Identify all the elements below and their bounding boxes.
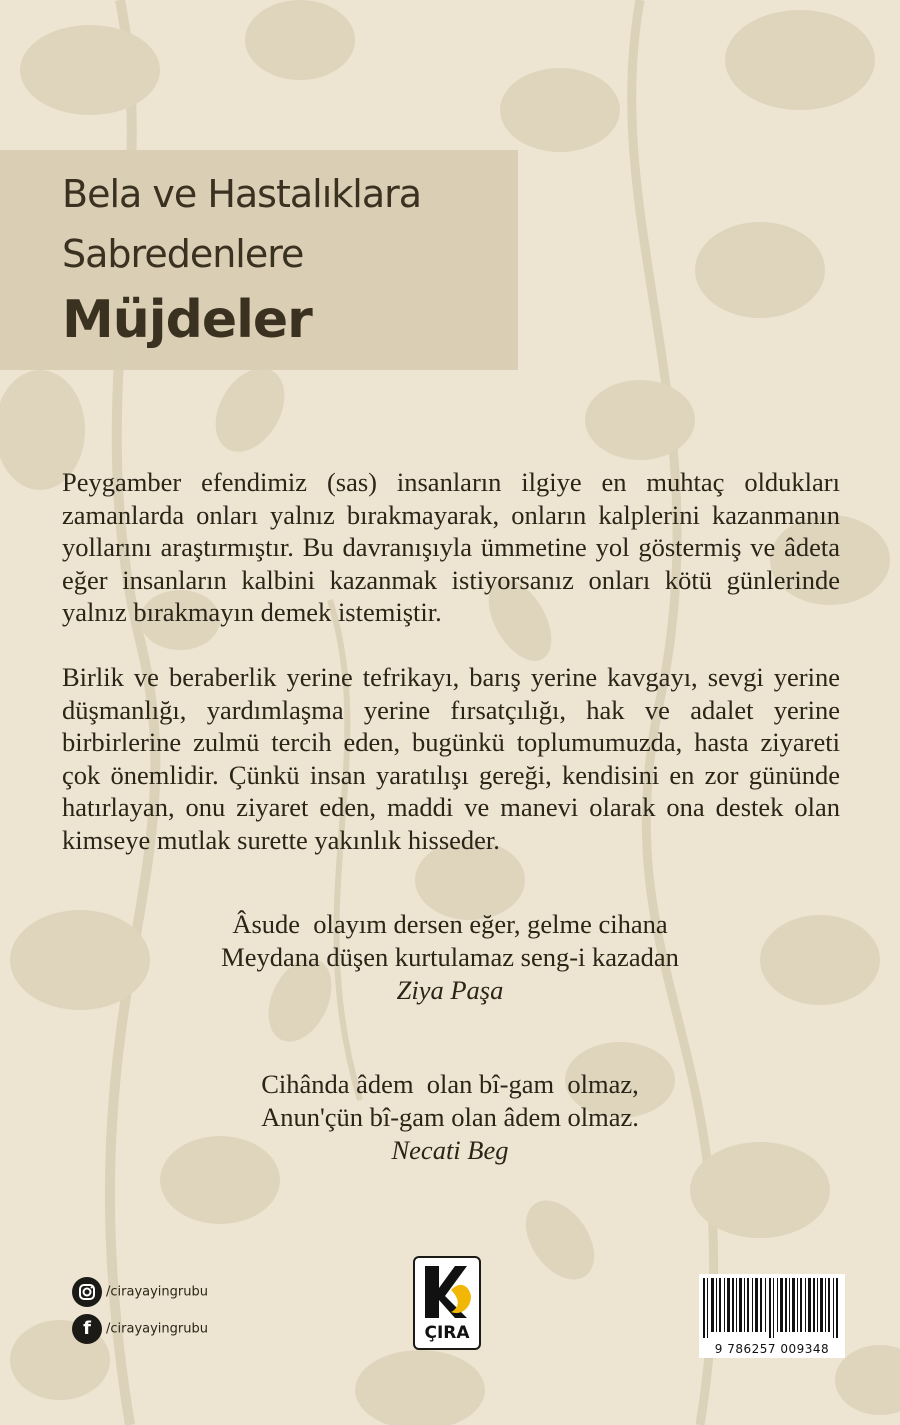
paragraph-2: Birlik ve beraberlik yerine tefrikayı, barış yerine kavgayı, sevgi yerine düşmanlığı, yardımlaşma yerine fırsatçılığı, hak ve adalet yerine birbirlerine zulmü tercih eden, bugünkü toplumumuzda, hasta ziyareti çok önemlidir. Çünkü insan yaratılışı gereği, kendisini en zor gününde hatırlayan, onu ziyaret eden, maddi ve manevi olarak ona destek olan kimseye mutlak surette yakınlık hisseder. <box>62 662 840 855</box>
verse-2-line-1: Cihânda âdem olan bî-gam olmaz, <box>261 1069 639 1099</box>
instagram-icon <box>72 1277 102 1307</box>
barcode-bars <box>699 1274 845 1338</box>
verse-1-line-2: Meydana düşen kurtulamaz seng-i kazadan <box>221 942 679 972</box>
publisher-logo <box>413 1256 481 1350</box>
verse-1 <box>100 908 800 1007</box>
isbn-number: 9 786257 009348 <box>714 1342 830 1356</box>
title-line-2: Sabredenlere <box>62 232 304 276</box>
barcode <box>699 1274 845 1358</box>
verse-1-author: Ziya Paşa <box>396 975 504 1005</box>
facebook-link[interactable] <box>72 1314 208 1344</box>
verse-2-line-2: Anun'çün bî-gam olan âdem olmaz. <box>261 1102 639 1132</box>
paragraph-1: Peygamber efendimiz (sas) insanların ilgiye en muhtaç oldukları zamanlarda onları yalnız bırakmayarak, onların kalplerini kazanmanın yollarını araştırmıştır. Bu davranışıyla ümmetine yol göstermiş ve âdeta eğer insanların kalbini kazanmak istiyorsanız onları kötü günlerinde yalnız bırakmayın demek istemiştir. <box>62 467 840 627</box>
facebook-handle: /cirayayingrubu <box>106 1321 208 1337</box>
flame-icon <box>415 1260 479 1324</box>
instagram-link[interactable] <box>72 1277 208 1307</box>
publisher-name: ÇIRA <box>424 1323 470 1343</box>
title-main: Müjdeler <box>62 290 312 350</box>
instagram-handle: /cirayayingrubu <box>106 1284 208 1300</box>
facebook-icon: f <box>72 1314 102 1344</box>
title-line-1: Bela ve Hastalıklara <box>62 172 422 216</box>
verse-1-line-1: Âsude olayım dersen eğer, gelme cihana <box>232 909 668 939</box>
verse-2-author: Necati Beg <box>391 1135 509 1165</box>
verse-2 <box>100 1068 800 1167</box>
